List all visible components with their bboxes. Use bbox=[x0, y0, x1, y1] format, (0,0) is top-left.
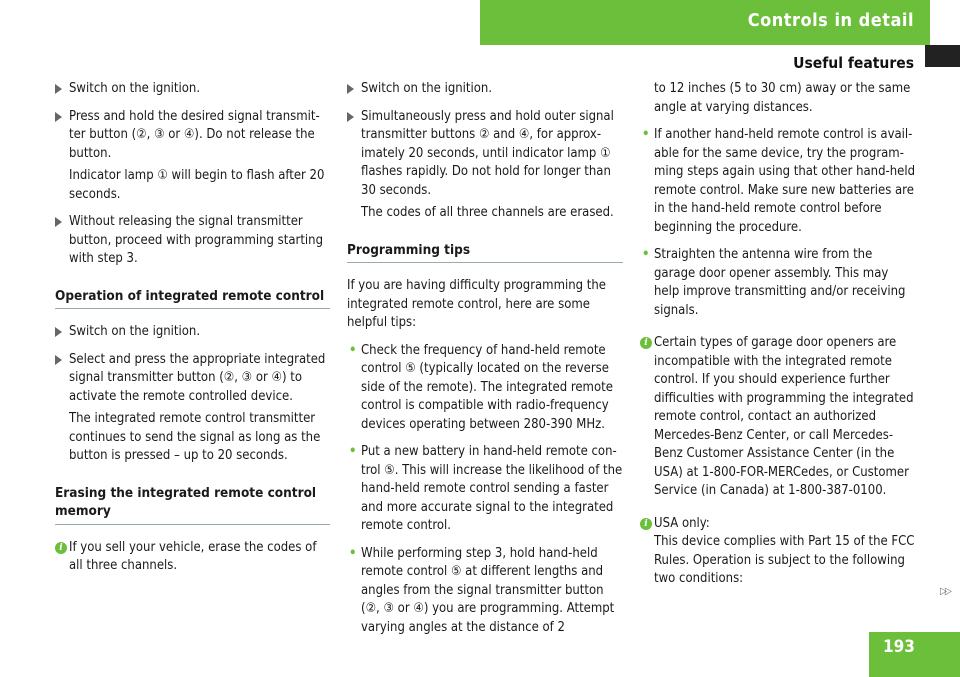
step-continuation: The integrated remote control transmitter continues to send the signal as long as the button is pressed – up to 20 seconds. bbox=[69, 411, 321, 463]
tip-item bbox=[347, 545, 623, 638]
info-icon: i bbox=[640, 518, 652, 530]
arrow-right-icon bbox=[55, 327, 62, 337]
step bbox=[347, 80, 623, 99]
tip-text: Check the frequency of hand-held remote control ⑤ (typically located on the reverse side of the remote). The integrated remote control is compatible with radio-frequency devices operating between 280-390 MHz. bbox=[361, 342, 613, 432]
section-heading: Erasing the integrated remote control memory bbox=[55, 484, 330, 525]
intro-paragraph: If you are having difficulty programming the integrated remote control, here are some helpful tips: bbox=[347, 278, 606, 330]
step bbox=[55, 108, 330, 164]
arrow-right-icon bbox=[347, 84, 354, 94]
info-icon: i bbox=[55, 542, 67, 554]
info-icon: i bbox=[640, 337, 652, 349]
bullet-dot-icon: • bbox=[349, 545, 357, 561]
header-block bbox=[925, 45, 960, 67]
arrow-right-icon bbox=[347, 112, 354, 122]
step bbox=[55, 323, 330, 342]
arrow-right-icon bbox=[55, 217, 62, 227]
step bbox=[347, 108, 623, 201]
tip-item bbox=[347, 443, 623, 536]
tip-item bbox=[640, 246, 916, 320]
section-banner bbox=[480, 0, 930, 45]
tip-continuation: to 12 inches (5 to 30 cm) away or the same angle at varying distances. bbox=[654, 81, 911, 115]
step-text: Simultaneously press and hold outer signal transmitter buttons ② and ④, for approximately 20 seconds, until indicator lamp ① flashes rapidly. Do not hold for longer than 30 seconds. bbox=[361, 108, 614, 198]
tip-text: While performing step 3, hold hand-held remote control ⑤ at different lengths and angles from the signal transmitter button (②, ③ or ④) you are programming. Attempt varying angles at the distance of 2 bbox=[361, 545, 615, 635]
tip-item bbox=[640, 126, 916, 237]
column-2 bbox=[347, 80, 623, 646]
page-number: 193 bbox=[883, 637, 915, 657]
section-heading: Programming tips bbox=[347, 241, 623, 264]
step-continuation: The codes of all three channels are erased. bbox=[361, 205, 614, 220]
step bbox=[55, 213, 330, 269]
step-text: Select and press the appropriate integrated signal transmitter button (②, ③ or ④) to activate the remote controlled device. bbox=[69, 351, 326, 404]
column-1 bbox=[55, 80, 330, 585]
info-text: This device complies with Part 15 of the FCC Rules. Operation is subject to the following two conditions: bbox=[654, 534, 915, 586]
tip-text: Straighten the antenna wire from the garage door opener assembly. This may help improve transmitting and/or receiving signals. bbox=[654, 247, 906, 318]
section-heading: Operation of integrated remote control bbox=[55, 287, 330, 310]
step bbox=[55, 80, 330, 99]
step-text: Switch on the ignition. bbox=[361, 81, 493, 96]
page-number-box bbox=[869, 632, 960, 677]
step-text: Press and hold the desired signal transmitter button (②, ③ or ④). Do not release the button. bbox=[69, 108, 320, 161]
step-text: Switch on the ignition. bbox=[69, 324, 201, 339]
arrow-right-icon bbox=[55, 84, 62, 94]
tip-text: If another hand-held remote control is available for the same device, try the programming steps again using that other hand-held remote control. Make sure new batteries are in the hand-held remote control before beginning the procedure. bbox=[654, 127, 916, 235]
info-note bbox=[640, 334, 916, 501]
arrow-right-icon bbox=[55, 355, 62, 365]
info-note bbox=[640, 515, 916, 589]
bullet-dot-icon: • bbox=[642, 127, 650, 142]
step-continuation: Indicator lamp ① will begin to flash after 20 seconds. bbox=[69, 168, 325, 202]
info-title: USA only: bbox=[654, 515, 710, 531]
step bbox=[55, 351, 330, 407]
info-text: If you sell your vehicle, erase the codes of all three channels. bbox=[69, 539, 317, 573]
section-title: Controls in detail bbox=[747, 10, 914, 31]
tip-text: Put a new battery in hand-held remote control ⑤. This will increase the likelihood of the hand-held remote control sending a faster and more accurate signal to the integrated remote control. bbox=[361, 444, 623, 533]
step-text: Without releasing the signal transmitter button, proceed with programming starting with step 3. bbox=[69, 214, 324, 266]
subsection-title: Useful features bbox=[793, 54, 914, 72]
tip-item bbox=[347, 342, 623, 435]
bullet-dot-icon: • bbox=[349, 444, 357, 459]
arrow-right-icon bbox=[55, 112, 62, 122]
column-3 bbox=[640, 80, 916, 598]
bullet-dot-icon: • bbox=[642, 247, 650, 262]
info-text: Certain types of garage door openers are incompatible with the integrated remote control. If you should experience further difficulties with programming the integrated remote control, contact an authorized Mercedes-Benz Center, or call Mercedes-Benz Customer Assistance Center (in the USA) at 1-800-FOR-MERCedes, or Customer Service (in Canada) at 1-800-387-0100. bbox=[654, 335, 914, 498]
step-text: Switch on the ignition. bbox=[69, 81, 201, 96]
bullet-dot-icon: • bbox=[349, 342, 357, 358]
next-page-marker: ▷▷ bbox=[940, 586, 950, 597]
info-note bbox=[55, 539, 330, 576]
